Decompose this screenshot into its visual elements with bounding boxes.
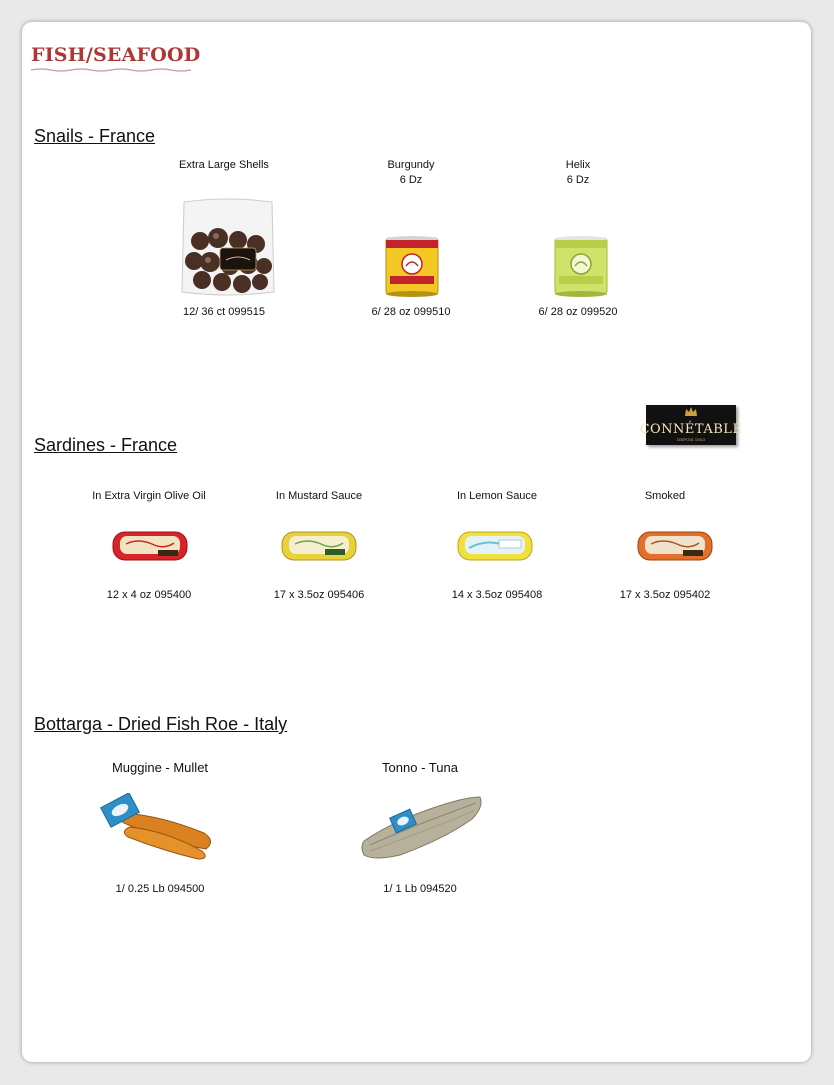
mullet-bottarga-image bbox=[100, 793, 216, 861]
product-pack-code: 6/ 28 oz 099510 bbox=[371, 306, 451, 318]
section-heading-sardines: Sardines - France bbox=[34, 435, 178, 455]
sardine-tin-smoked-image bbox=[637, 528, 713, 564]
product-pack-code: 1/ 0.25 Lb 094500 bbox=[115, 883, 205, 895]
product-name: Burgundy 6 Dz bbox=[387, 159, 435, 186]
burgundy-snail-can-image bbox=[384, 234, 440, 298]
product-pack-code: 14 x 3.5oz 095408 bbox=[451, 589, 543, 601]
product-pack-code: 12/ 36 ct 099515 bbox=[183, 306, 265, 318]
tuna-bottarga-image bbox=[360, 793, 486, 863]
product-name: In Mustard Sauce bbox=[275, 490, 363, 502]
connetable-logo bbox=[639, 405, 743, 445]
helix-snail-can-image bbox=[553, 234, 609, 298]
crest-icon bbox=[683, 406, 699, 418]
section-heading-bottarga: Bottarga - Dried Fish Roe - Italy bbox=[34, 714, 288, 734]
product-name: Extra Large Shells bbox=[179, 159, 269, 171]
product-name: Helix 6 Dz bbox=[565, 159, 591, 186]
product-name: Tonno - Tuna bbox=[382, 760, 458, 775]
product-pack-code: 6/ 28 oz 099520 bbox=[538, 306, 618, 318]
sardine-tin-lemon-image bbox=[457, 528, 533, 564]
snail-shells-bag-image bbox=[180, 196, 275, 298]
sardine-tin-yellow-image bbox=[281, 528, 357, 564]
logo-tagline: DEPUIS 1853 bbox=[677, 437, 705, 442]
product-pack-code: 17 x 3.5oz 095402 bbox=[619, 589, 711, 601]
section-heading-snails: Snails - France bbox=[34, 126, 156, 146]
product-pack-code: 12 x 4 oz 095400 bbox=[106, 589, 192, 601]
product-name: Smoked bbox=[644, 490, 686, 502]
logo-name: CONNÉTABLE bbox=[639, 422, 743, 437]
title-underline bbox=[31, 68, 191, 72]
product-name: Muggine - Mullet bbox=[111, 760, 209, 775]
sardine-tin-red-image bbox=[112, 528, 188, 564]
product-pack-code: 17 x 3.5oz 095406 bbox=[273, 589, 365, 601]
page-title: FISH/SEAFOOD bbox=[31, 44, 201, 66]
product-name: In Lemon Sauce bbox=[456, 490, 538, 502]
product-name: In Extra Virgin Olive Oil bbox=[92, 490, 206, 502]
product-pack-code: 1/ 1 Lb 094520 bbox=[383, 883, 457, 895]
